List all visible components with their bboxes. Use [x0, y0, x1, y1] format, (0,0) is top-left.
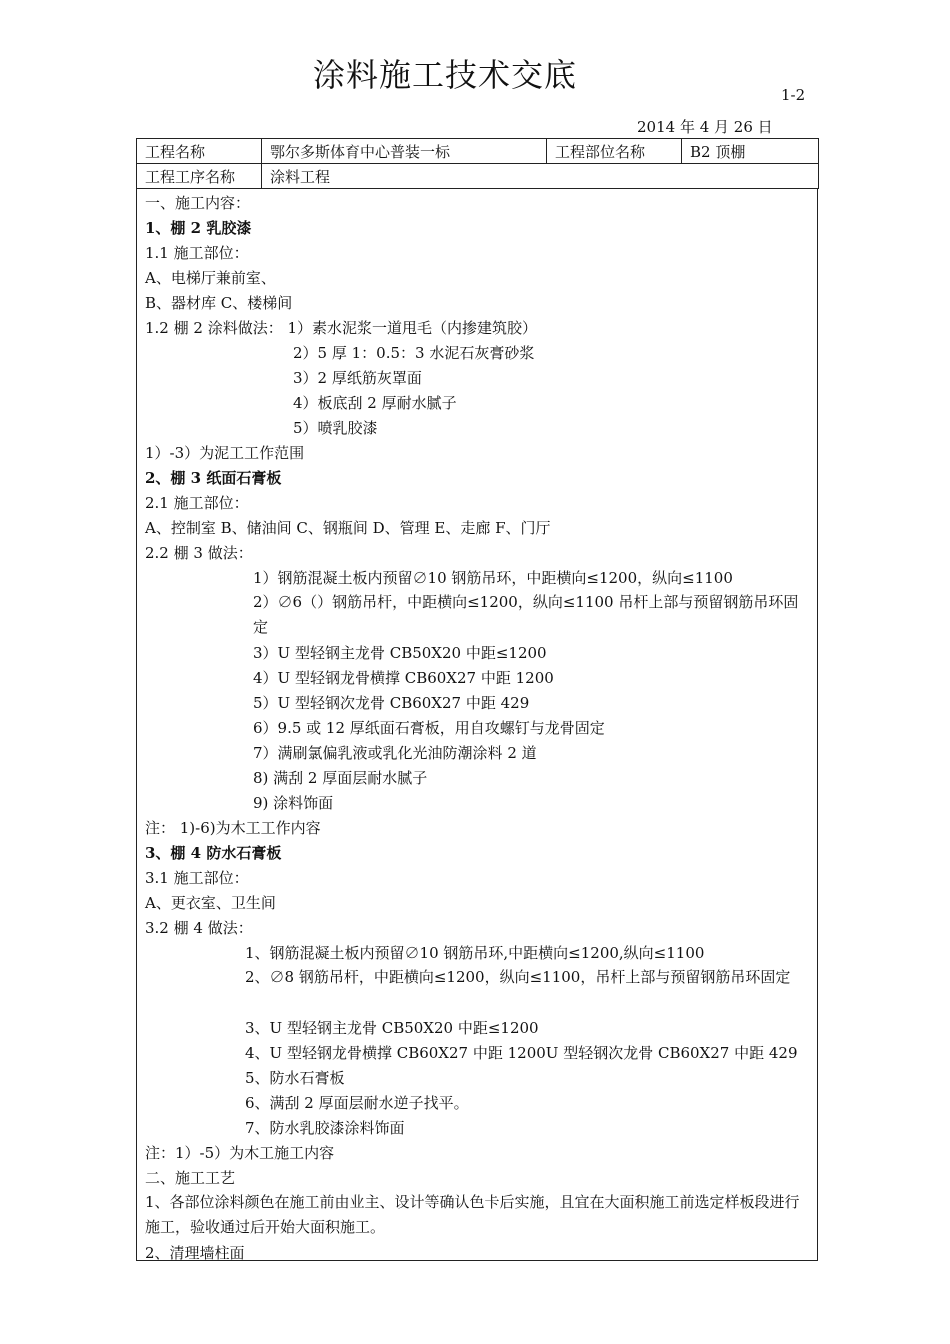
step-line: 4）板底刮 2 厚耐水腻子 — [293, 394, 457, 412]
item-heading: 2、棚 3 纸面石膏板 — [145, 469, 282, 487]
text-line: 1.1 施工部位： — [145, 244, 249, 262]
text-line: A、电梯厅兼前室、 — [145, 269, 276, 287]
document-date: 2014 年 4 月 26 日 — [637, 118, 773, 136]
project-part-label: 工程部位名称 — [547, 139, 682, 164]
text-paragraph: 1、各部位涂料颜色在施工前由业主、设计等确认色卡后实施，且宜在大面积施工前选定样板段进行施工，验收通过后开始大面积施工。 — [145, 1193, 800, 1236]
item-heading: 1、棚 2 乳胶漆 — [145, 219, 252, 237]
text-line: A、控制室 B、储油间 C、钢瓶间 D、管理 E、走廊 F、门厅 — [145, 519, 551, 537]
text-line: 1.2 棚 2 涂料做法： 1）素水泥浆一道甩毛（内掺建筑胶） — [145, 319, 538, 337]
step-line: 5、防水石膏板 — [245, 1069, 345, 1087]
section-heading: 一、施工内容： — [145, 194, 251, 212]
step-line: 6、满刮 2 厚面层耐水逆子找平。 — [245, 1094, 469, 1112]
text-line: 2.2 棚 3 做法： — [145, 544, 253, 562]
project-part-value: B2 顶棚 — [682, 139, 819, 164]
header-row-project — [137, 139, 819, 164]
step-line: 7、防水乳胶漆涂料饰面 — [245, 1119, 405, 1137]
section-heading: 二、施工工艺 — [145, 1169, 236, 1187]
text-line: 2.1 施工部位： — [145, 494, 249, 512]
step-line: 3）U 型轻钢主龙骨 CB50X20 中距≤1200 — [253, 644, 547, 662]
step-line: 7）满刷氯偏乳液或乳化光油防潮涂料 2 道 — [253, 744, 537, 762]
step-line: 5）喷乳胶漆 — [293, 419, 378, 437]
text-line: 3.1 施工部位： — [145, 869, 249, 887]
note-line: 1）-3）为泥工工作范围 — [145, 444, 305, 462]
project-name-value: 鄂尔多斯体育中心普装一标 — [262, 139, 547, 164]
step-line: 1）钢筋混凝土板内预留∅10 钢筋吊环，中距横向≤1200，纵向≤1100 — [253, 569, 733, 587]
step-line: 4）U 型轻钢龙骨横撑 CB60X27 中距 1200 — [253, 669, 554, 687]
document-title: 涂料施工技术交底 — [312, 56, 577, 94]
step-line: 9) 涂料饰面 — [253, 794, 334, 812]
note-line: 注：1）-5）为木工施工内容 — [145, 1144, 335, 1162]
process-name-value: 涂料工程 — [262, 164, 819, 189]
step-line: 8) 满刮 2 厚面层耐水腻子 — [253, 769, 428, 787]
header-row-process — [137, 164, 819, 189]
text-line: B、器材库 C、楼梯间 — [145, 294, 293, 312]
step-line: 5）U 型轻钢次龙骨 CB60X27 中距 429 — [253, 694, 530, 712]
step-line: 4、U 型轻钢龙骨横撑 CB60X27 中距 1200U 型轻钢次龙骨 CB60X27 中距 429 — [245, 1044, 798, 1062]
note-line: 注： 1)-6)为木工工作内容 — [145, 819, 321, 837]
text-line: 2、清理墙柱面 — [145, 1244, 245, 1262]
step-line: 3、U 型轻钢主龙骨 CB50X20 中距≤1200 — [245, 1019, 539, 1037]
item-heading: 3、棚 4 防水石膏板 — [145, 844, 282, 862]
content-box — [136, 189, 818, 1261]
document-number: 1-2 — [781, 86, 806, 104]
text-line: A、更衣室、卫生间 — [145, 894, 276, 912]
step-line: 2）5 厚 1：0.5：3 水泥石灰膏砂浆 — [293, 344, 535, 362]
text-line: 3.2 棚 4 做法： — [145, 919, 253, 937]
project-name-label: 工程名称 — [137, 139, 262, 164]
step-line: 6）9.5 或 12 厚纸面石膏板，用自攻螺钉与龙骨固定 — [253, 719, 605, 737]
step-line: 3）2 厚纸筋灰罩面 — [293, 369, 422, 387]
header-table — [136, 138, 819, 189]
step-line: 2、∅8 钢筋吊杆，中距横向≤1200，纵向≤1100，吊杆上部与预留钢筋吊环固定 — [245, 968, 791, 986]
process-name-label: 工程工序名称 — [137, 164, 262, 189]
step-line: 2）∅6（）钢筋吊杆，中距横向≤1200，纵向≤1100 吊杆上部与预留钢筋吊环固定 — [253, 593, 799, 636]
step-line: 1、钢筋混凝土板内预留∅10 钢筋吊环,中距横向≤1200,纵向≤1100 — [245, 944, 705, 962]
